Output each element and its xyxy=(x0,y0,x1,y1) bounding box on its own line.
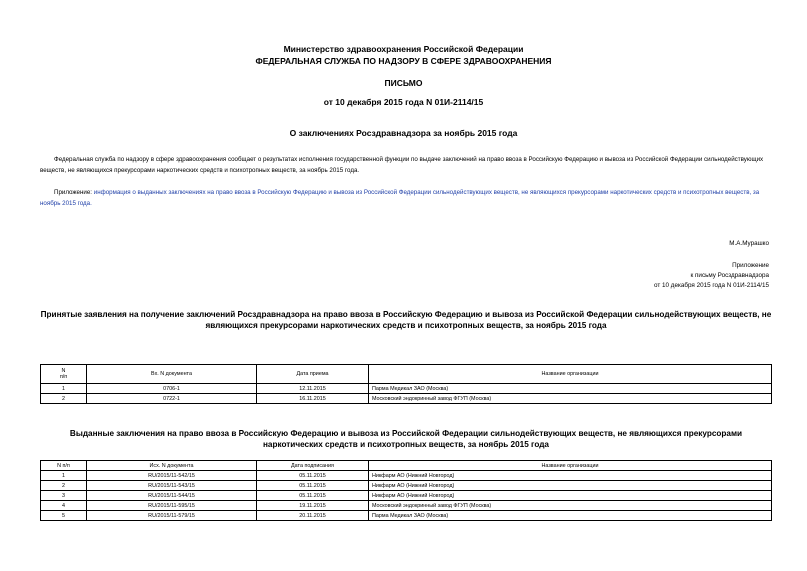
table-cell: Московский эндокринный завод ФГУП (Москва) xyxy=(369,394,772,404)
document-type: ПИСЬМО xyxy=(384,78,423,88)
column-header: Название организации xyxy=(369,365,772,384)
column-header: N п/п xyxy=(41,365,87,384)
table-cell: 12.11.2015 xyxy=(257,384,369,394)
appendix-label: Приложение xyxy=(732,262,769,269)
table-cell: 05.11.2015 xyxy=(257,491,369,501)
document-subject: О заключениях Росздравнадзора за ноябрь 2015 года xyxy=(289,128,518,138)
table-row xyxy=(41,511,772,521)
column-header: Вх. N документа xyxy=(87,365,257,384)
appendix-reference: к письму Росздравнадзора xyxy=(690,272,769,279)
table-row xyxy=(41,471,772,481)
table-row xyxy=(41,481,772,491)
table-cell: 1 xyxy=(41,471,87,481)
table-cell: Парма Медикал ЗАО (Москва) xyxy=(369,384,772,394)
column-header: Исх. N документа xyxy=(87,461,257,471)
column-header: Дата подписания xyxy=(257,461,369,471)
table-cell: Никфарм АО (Нижний Новгород) xyxy=(369,471,772,481)
table-row xyxy=(41,394,772,404)
table-cell: 05.11.2015 xyxy=(257,471,369,481)
accepted-applications-table xyxy=(40,364,772,404)
table-cell: 20.11.2015 xyxy=(257,511,369,521)
table-cell: 16.11.2015 xyxy=(257,394,369,404)
table-cell: 0722-1 xyxy=(87,394,257,404)
table-cell: 0706-1 xyxy=(87,384,257,394)
table-cell: 5 xyxy=(41,511,87,521)
table-header-row xyxy=(41,461,772,471)
table1-title: Принятые заявления на получение заключений Росздравнадзора на право ввоза в Российскую Федерацию и вывоза из Российской Федерации сильнодействующих веществ, не являющихся прекурсорами наркотических средств и психотропных веществ, за ноябрь 2015 года xyxy=(40,310,772,330)
table-header-row xyxy=(41,365,772,384)
table-cell: RU/2015/11-579/15 xyxy=(87,511,257,521)
table-cell: 19.11.2015 xyxy=(257,501,369,511)
table-cell: Московский эндокринный завод ФГУП (Москва) xyxy=(369,501,772,511)
table-cell: 3 xyxy=(41,491,87,501)
table-cell: 4 xyxy=(41,501,87,511)
table-cell: 1 xyxy=(41,384,87,394)
table-cell: Никфарм АО (Нижний Новгород) xyxy=(369,491,772,501)
table-row xyxy=(41,491,772,501)
table-cell: 2 xyxy=(41,481,87,491)
service-name: ФЕДЕРАЛЬНАЯ СЛУЖБА ПО НАДЗОРУ В СФЕРЕ ЗДРАВООХРАНЕНИЯ xyxy=(255,56,552,66)
table-cell: 05.11.2015 xyxy=(257,481,369,491)
attachment-prefix: Приложение: xyxy=(54,189,94,196)
attachment-paragraph xyxy=(40,188,772,209)
table-cell: RU/2015/11-595/15 xyxy=(87,501,257,511)
table-cell: RU/2015/11-544/15 xyxy=(87,491,257,501)
ministry-name: Министерство здравоохранения Российской Федерации xyxy=(283,44,524,54)
issued-conclusions-table xyxy=(40,460,772,521)
column-header: N п/п xyxy=(41,461,87,471)
table-cell: 2 xyxy=(41,394,87,404)
table-cell: Никфарм АО (Нижний Новгород) xyxy=(369,481,772,491)
table-cell: RU/2015/11-542/15 xyxy=(87,471,257,481)
appendix-date: от 10 декабря 2015 года N 01И-2114/15 xyxy=(654,282,769,289)
body-paragraph: Федеральная служба по надзору в сфере здравоохранения сообщает о результатах исполнения государственной функции по выдаче заключений на право ввоза в Российскую Федерацию и вывоза из Российской Федерации сильнодействующих веществ, не являющихся прекурсорами наркотических средств и психотропных веществ, за ноябрь 2015 года. xyxy=(40,156,764,174)
column-header: Название организации xyxy=(369,461,772,471)
table-cell: Парма Медикал ЗАО (Москва) xyxy=(369,511,772,521)
table-row xyxy=(41,384,772,394)
table-cell: RU/2015/11-543/15 xyxy=(87,481,257,491)
signature: М.А.Мурашко xyxy=(729,240,769,247)
attachment-link[interactable]: информация о выданных заключениях на право ввоза в Российскую Федерацию и вывоза из Российской Федерации сильнодействующих веществ, не являющихся прекурсорами наркотических средств и психотропных веществ, за ноябрь 2015 года. xyxy=(40,189,760,207)
table-row xyxy=(41,501,772,511)
table2-title: Выданные заключения на право ввоза в Российскую Федерацию и вывоза из Российской Федерации сильнодействующих веществ, не являющихся прекурсорами наркотических средств и психотропных веществ, за ноябрь 2015 года xyxy=(69,429,743,449)
column-header: Дата приема xyxy=(257,365,369,384)
document-date-number: от 10 декабря 2015 года N 01И-2114/15 xyxy=(323,97,484,107)
